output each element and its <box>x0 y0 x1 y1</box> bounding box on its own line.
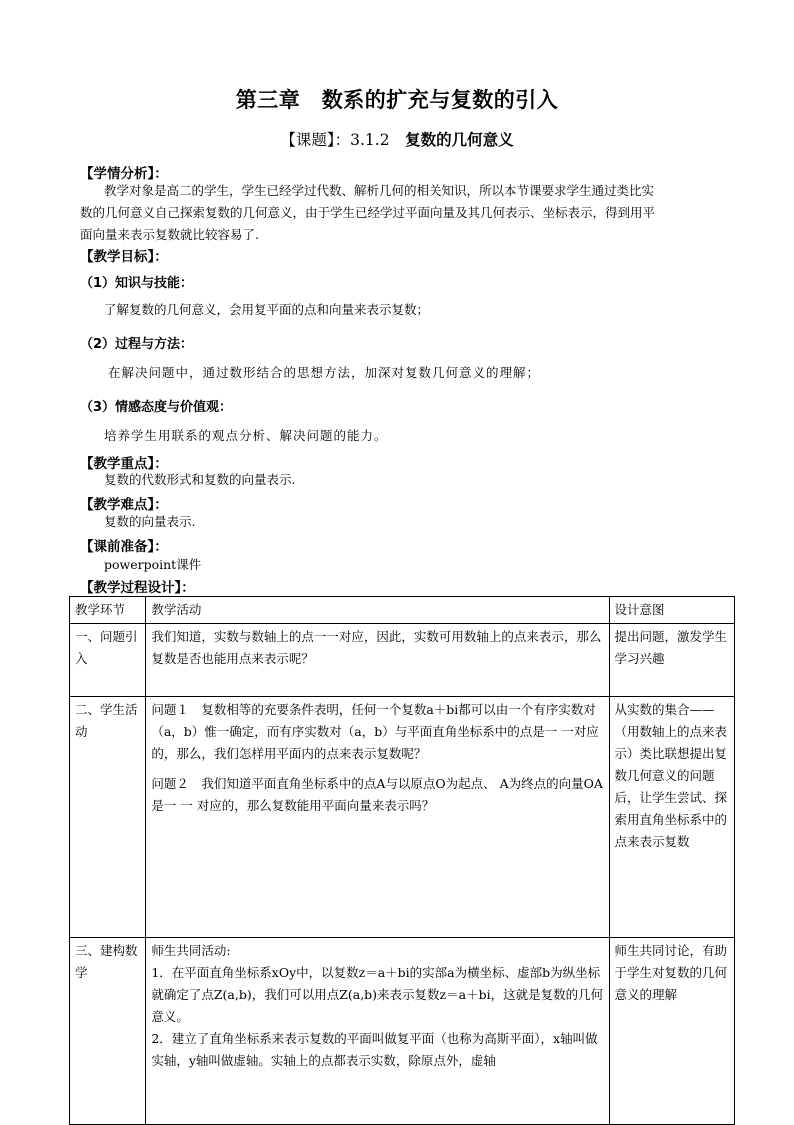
lesson-subtitle <box>0 128 794 150</box>
subtitle-prefix: 【课题】： <box>280 131 351 149</box>
heading-mubiao: 【教学目标】： <box>80 249 168 265</box>
xueqing-line-3: 面向量来表示复数就比较容易了. <box>80 227 259 242</box>
goal-3-text: 培养学生用联系的观点分析、解决问题的能力。 <box>104 428 388 443</box>
activity-paragraph: 我们知道，实数与数轴上的点一一对应，因此，实数可用数轴上的点来表示，那么复数是否也能用点来表示呢？ <box>151 629 602 666</box>
table-row <box>70 697 735 938</box>
activity-cell <box>146 938 609 1125</box>
stage-cell: 二、学生活动 <box>70 697 146 938</box>
goal-3-heading: （3）情感态度与价值观： <box>80 400 233 415</box>
activity-paragraph: 问题２ 我们知道平面直角坐标系中的点A与以原点O为起点、 A为终点的向量OA是一 一 对应的，那么复数能用平面向量来表示吗？ <box>151 776 603 813</box>
heading-nandian: 【教学难点】： <box>80 497 168 513</box>
process-table <box>69 596 735 1125</box>
table-row <box>70 624 735 697</box>
subtitle-code: 3.1.2 <box>350 131 390 149</box>
zhunbei-text: powerpoint课件 <box>104 557 202 572</box>
heading-zhongdian: 【教学重点】： <box>80 456 168 472</box>
header-activity: 教学活动 <box>146 597 609 624</box>
intent-cell: 从实数的集合——（用数轴上的点来表示）类比联想提出复数几何意义的问题后，让学生尝试、探索用直角坐标系中的点来表示复数 <box>609 697 734 938</box>
heading-xueqing: 【学情分析】： <box>80 166 168 182</box>
goal-1-text: 了解复数的几何意义，会用复平面的点和向量来表示复数； <box>104 302 430 317</box>
heading-guocheng: 【教学过程设计】： <box>80 580 195 596</box>
goal-2-heading: （2）过程与方法： <box>80 337 194 352</box>
heading-zhunbei: 【课前准备】： <box>80 539 168 555</box>
header-intent: 设计意图 <box>609 597 734 624</box>
activity-cell <box>146 697 609 938</box>
activity-paragraph: 2．建立了直角坐标系来表示复数的平面叫做复平面（也称为高斯平面），x轴叫做实轴，y轴叫做虚轴。实轴上的点都表示实数，除原点外，虚轴 <box>151 1031 598 1068</box>
intent-cell: 提出问题，激发学生学习兴趣 <box>609 624 734 697</box>
table-header-row <box>70 597 735 624</box>
goal-2-text: 在解决问题中，通过数形结合的思想方法，加深对复数几何意义的理解； <box>108 365 541 380</box>
page-title: 第三章 数系的扩充与复数的引入 <box>235 88 559 112</box>
activity-paragraph: 师生共同活动: <box>151 943 231 958</box>
activity-paragraph: 问题１ 复数相等的充要条件表明，任何一个复数a＋bi都可以由一个有序实数对（a，b）惟一确定，而有序实数对（a，b）与平面直角坐标系中的点是一 一对应的，那么，我们怎样用平面内的点来表示复数呢？ <box>151 702 599 761</box>
xueqing-line-2: 数的几何意义自己探索复数的几何意义，由于学生已经学过平面向量及其几何表示、坐标表示，得到用平 <box>80 205 656 220</box>
header-stage: 教学环节 <box>70 597 146 624</box>
intent-cell: 师生共同讨论，有助于学生对复数的几何意义的理解 <box>609 938 734 1125</box>
stage-cell: 一、问题引入 <box>70 624 146 697</box>
goal-1-heading: （1）知识与技能： <box>80 276 194 291</box>
zhongdian-text: 复数的代数形式和复数的向量表示. <box>104 472 296 487</box>
activity-cell <box>146 624 609 697</box>
table-row <box>70 938 735 1125</box>
activity-paragraph: 1．在平面直角坐标系xOy中，以复数z＝a＋bi的实部a为横坐标、虚部b为纵坐标就确定了点Z(a,b)，我们可以用点Z(a,b)来表示复数z＝a＋bi，这就是复数的几何意义。 <box>151 965 604 1024</box>
subtitle-topic: 复数的几何意义 <box>389 131 514 149</box>
stage-cell: 三、建构数学 <box>70 938 146 1125</box>
xueqing-line-1: 教学对象是高二的学生，学生已经学过代数、解析几何的相关知识，所以本节课要求学生通过类比实 <box>104 183 655 198</box>
nandian-text: 复数的向量表示. <box>104 514 196 529</box>
